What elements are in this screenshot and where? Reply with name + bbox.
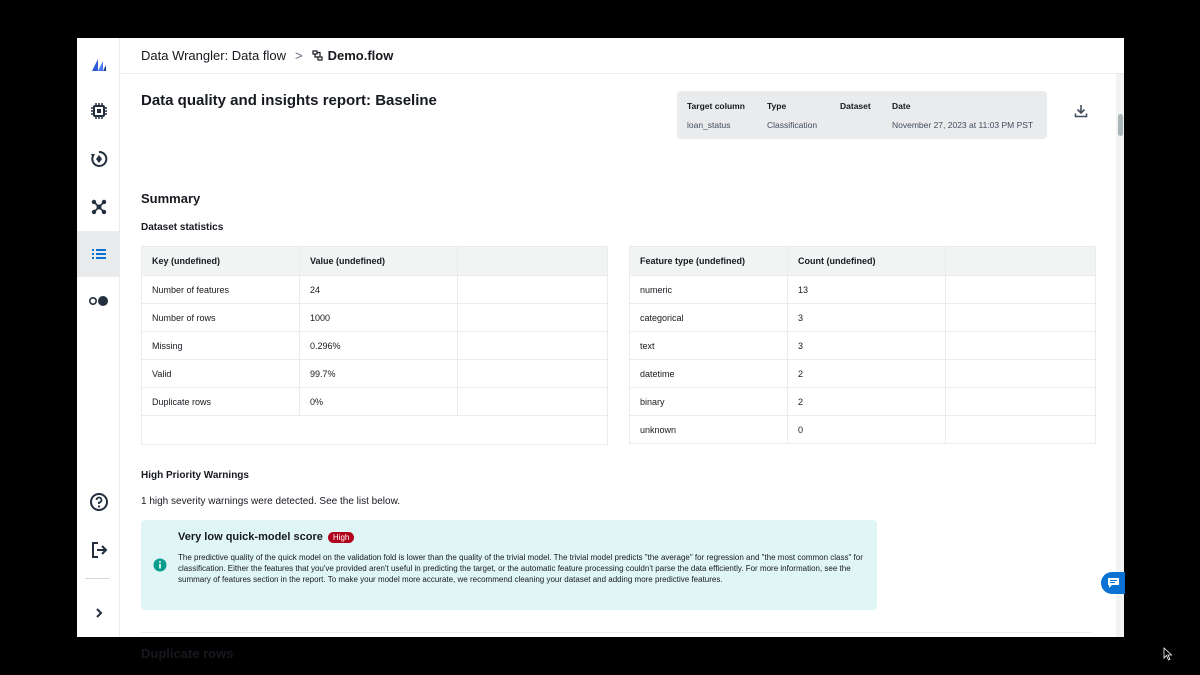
table-row-empty <box>142 416 608 445</box>
table-cell: 2 <box>788 360 946 388</box>
rail-item-network[interactable] <box>77 184 120 230</box>
rail-item-compute[interactable] <box>77 88 120 134</box>
meta-type-label: Type <box>767 101 787 111</box>
column-header-empty <box>946 247 1096 276</box>
vertical-scrollbar[interactable] <box>1116 74 1124 637</box>
table-cell: 3 <box>788 332 946 360</box>
high-priority-warnings-heading: High Priority Warnings <box>141 470 249 481</box>
chip-icon <box>90 102 108 120</box>
table-cell: Valid <box>142 360 300 388</box>
table-cell-empty <box>946 276 1096 304</box>
section-divider <box>141 632 1091 633</box>
table-row <box>630 416 1096 444</box>
sign-out-icon <box>90 541 108 559</box>
alert-title: Very low quick-model score <box>178 531 323 543</box>
severity-badge: High <box>328 532 354 543</box>
feature-type-table <box>629 246 1096 444</box>
table-cell: 0.296% <box>300 332 458 360</box>
meta-date-label: Date <box>892 101 911 111</box>
table-cell: Number of rows <box>142 304 300 332</box>
table-cell: Missing <box>142 332 300 360</box>
breadcrumb-current <box>312 48 394 63</box>
breadcrumb-parent[interactable]: Data Wrangler: Data flow <box>141 48 286 63</box>
table-cell-empty <box>142 416 608 445</box>
alert-heading <box>178 531 354 543</box>
rail-item-sign-out[interactable] <box>77 527 120 573</box>
table-cell: 2 <box>788 388 946 416</box>
info-icon <box>153 558 167 572</box>
rail-item-toggle[interactable] <box>77 278 120 324</box>
meta-target-column <box>687 101 745 130</box>
meta-date-value: November 27, 2023 at 11:03 PM PST <box>892 120 1034 130</box>
table-cell: 0% <box>300 388 458 416</box>
meta-dataset-label: Dataset <box>840 101 871 111</box>
column-header-empty <box>458 247 608 276</box>
table-cell: 99.7% <box>300 360 458 388</box>
column-header[interactable]: Feature type (undefined) <box>630 247 788 276</box>
rail-expand[interactable] <box>77 590 120 636</box>
meta-type <box>767 101 817 130</box>
column-header[interactable]: Value (undefined) <box>300 247 458 276</box>
logo-icon <box>90 56 108 74</box>
table-cell: 0 <box>788 416 946 444</box>
table-row <box>142 360 608 388</box>
table-cell: 3 <box>788 304 946 332</box>
table-cell: 13 <box>788 276 946 304</box>
table-cell-empty <box>458 332 608 360</box>
rail-divider <box>85 578 109 579</box>
table-cell-empty <box>946 388 1096 416</box>
table-cell: datetime <box>630 360 788 388</box>
feedback-chat-button[interactable] <box>1101 572 1125 594</box>
table-cell-empty <box>946 360 1096 388</box>
meta-type-value: Classification <box>767 120 818 130</box>
table-cell-empty <box>458 276 608 304</box>
table-row <box>630 332 1096 360</box>
rail-item-deploy[interactable] <box>77 136 120 182</box>
table-row <box>142 304 608 332</box>
help-icon <box>89 492 109 512</box>
table-row <box>630 360 1096 388</box>
table-row <box>142 332 608 360</box>
meta-date <box>892 101 1033 130</box>
flow-icon <box>312 50 323 61</box>
table-row <box>142 276 608 304</box>
table-row <box>630 304 1096 332</box>
rail-item-reports[interactable] <box>77 231 120 277</box>
chevron-right-icon <box>93 607 105 619</box>
table-cell-empty <box>946 332 1096 360</box>
table-cell: 24 <box>300 276 458 304</box>
breadcrumb-separator: > <box>295 48 303 63</box>
left-rail <box>77 38 120 637</box>
page-title: Data quality and insights report: Baseline <box>141 92 437 109</box>
table-row <box>142 388 608 416</box>
download-button[interactable] <box>1074 104 1088 123</box>
table-cell-empty <box>946 416 1096 444</box>
list-icon <box>90 245 108 263</box>
report-content <box>141 74 1116 661</box>
dataset-statistics-table <box>141 246 608 445</box>
scrollbar-thumb[interactable] <box>1118 114 1123 136</box>
summary-heading: Summary <box>141 191 201 206</box>
network-icon <box>90 198 108 216</box>
meta-target-column-label: Target column <box>687 101 745 111</box>
chat-icon <box>1107 577 1120 589</box>
table-header-row <box>142 247 608 276</box>
table-cell-empty <box>946 304 1096 332</box>
app-window <box>77 38 1124 661</box>
table-cell: numeric <box>630 276 788 304</box>
breadcrumb <box>121 38 1124 74</box>
table-cell: binary <box>630 388 788 416</box>
dataset-statistics-heading: Dataset statistics <box>141 222 224 233</box>
table-header-row <box>630 247 1096 276</box>
table-cell: 1000 <box>300 304 458 332</box>
breadcrumb-current-label: Demo.flow <box>327 48 394 63</box>
table-cell: text <box>630 332 788 360</box>
meta-dataset <box>840 101 871 120</box>
download-icon <box>1074 104 1088 118</box>
table-cell: unknown <box>630 416 788 444</box>
alert-body: The predictive quality of the quick model on the validation fold is lower than the quality of the trivial model. The trivial model predicts "the average" for regression and "the most common class" for classification. Either the features that you've provided aren't useful in predicting the target, or the automatic feature processing couldn't parse the data efficiently. For more information, see the summary of features section in the report. To make your model more accurate, we recommend cleaning your dataset and adding more predictive features. <box>178 553 863 584</box>
meta-target-column-value: loan_status <box>687 120 731 130</box>
rail-item-help[interactable] <box>77 479 120 525</box>
column-header[interactable]: Key (undefined) <box>142 247 300 276</box>
warnings-summary: 1 high severity warnings were detected. See the list below. <box>141 496 401 507</box>
table-cell-empty <box>458 388 608 416</box>
table-cell: Number of features <box>142 276 300 304</box>
column-header[interactable]: Count (undefined) <box>788 247 946 276</box>
warning-alert <box>141 520 877 610</box>
table-cell: Duplicate rows <box>142 388 300 416</box>
toggle-icon <box>88 295 110 307</box>
table-cell-empty <box>458 360 608 388</box>
deploy-icon <box>90 150 108 168</box>
table-row <box>630 276 1096 304</box>
table-row <box>630 388 1096 416</box>
duplicate-rows-heading: Duplicate rows <box>141 646 234 661</box>
table-cell: categorical <box>630 304 788 332</box>
report-metadata <box>677 91 1047 139</box>
mouse-cursor-icon <box>1163 647 1173 661</box>
table-cell-empty <box>458 304 608 332</box>
rail-logo[interactable] <box>77 42 120 88</box>
